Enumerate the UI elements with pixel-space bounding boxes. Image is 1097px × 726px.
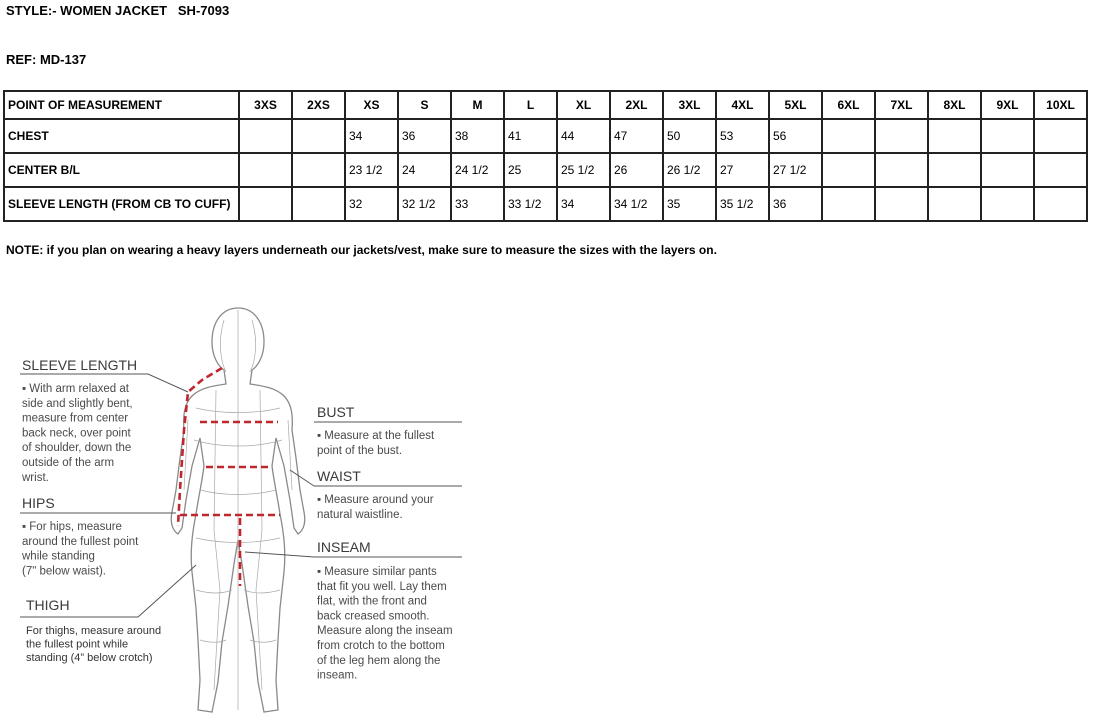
measurement-value: 24 1/2: [451, 153, 504, 187]
measurement-value: 56: [769, 119, 822, 153]
measurement-value: 38: [451, 119, 504, 153]
measurement-value: 32 1/2: [398, 187, 451, 221]
measurement-value: [875, 187, 928, 221]
table-row: [4, 119, 1087, 153]
sleeve-description-line: ▪ With arm relaxed at: [22, 383, 129, 395]
measurement-value: 34: [345, 119, 398, 153]
inseam-description-line: flat, with the front and: [317, 595, 427, 608]
sleeve-description-line: outside of the arm: [22, 457, 115, 469]
thigh-description-line: standing (4” below crotch): [26, 652, 153, 664]
measurement-value: 26 1/2: [663, 153, 716, 187]
measurement-value: 23 1/2: [345, 153, 398, 187]
measurement-value: 36: [769, 187, 822, 221]
measurement-value: [928, 119, 981, 153]
measurement-label: CHEST: [4, 119, 239, 153]
waist-description-line: natural waistline.: [317, 508, 403, 521]
style-title: STYLE:- WOMEN JACKET SH-7093: [6, 3, 230, 18]
layering-note: NOTE: if you plan on wearing a heavy layers underneath our jackets/vest, make sure to measure the sizes with the layers on.: [6, 243, 717, 257]
column-header-point-of-measurement: POINT OF MEASUREMENT: [4, 91, 239, 119]
measurement-value: 50: [663, 119, 716, 153]
measurement-value: [875, 153, 928, 187]
bust-description-line: point of the bust.: [317, 444, 403, 457]
measurement-value: [292, 153, 345, 187]
inseam-description-line: from crotch to the bottom: [317, 640, 445, 652]
column-header-size: 9XL: [981, 91, 1034, 119]
inseam-description-line: inseam.: [317, 669, 358, 682]
sleeve-description-line: side and slightly bent,: [22, 397, 133, 410]
inseam-description-line: that fit you well. Lay them: [317, 580, 447, 593]
hips-description-line: around the fullest point: [22, 535, 139, 548]
column-header-size: 3XL: [663, 91, 716, 119]
measurement-value: [1034, 153, 1087, 187]
sleeve-title: SLEEVE LENGTH: [22, 357, 138, 373]
size-chart-table: [3, 90, 1088, 222]
column-header-size: 3XS: [239, 91, 292, 119]
measurement-value: 35: [663, 187, 716, 221]
measurement-value: 32: [345, 187, 398, 221]
waist-title: WAIST: [317, 468, 361, 484]
hips-description-line: ▪ For hips, measure: [22, 521, 122, 533]
sleeve-description-line: measure from center: [22, 412, 129, 425]
measurement-value: 34 1/2: [610, 187, 663, 221]
measurement-value: 44: [557, 119, 610, 153]
inseam-description-line: ▪ Measure similar pants: [317, 566, 437, 578]
column-header-size: L: [504, 91, 557, 119]
measurement-value: 24: [398, 153, 451, 187]
hips-description-line: (7" below waist).: [22, 565, 106, 578]
bust-title: BUST: [317, 404, 355, 420]
measurement-value: 41: [504, 119, 557, 153]
measurement-value: 25: [504, 153, 557, 187]
column-header-size: S: [398, 91, 451, 119]
measurement-value: 47: [610, 119, 663, 153]
inseam-description-line: Measure along the inseam: [317, 625, 453, 638]
measurement-value: [928, 153, 981, 187]
measurement-value: [981, 153, 1034, 187]
measurement-value: [928, 187, 981, 221]
measurement-value: 27 1/2: [769, 153, 822, 187]
measurement-value: [822, 119, 875, 153]
inseam-description-line: of the leg hem along the: [317, 654, 441, 667]
measurement-value: 33 1/2: [504, 187, 557, 221]
measurement-value: [981, 187, 1034, 221]
measurement-value: [239, 119, 292, 153]
measurement-value: 36: [398, 119, 451, 153]
table-header-row: [4, 91, 1087, 119]
sleeve-description-line: wrist.: [22, 471, 49, 484]
measurement-value: 26: [610, 153, 663, 187]
column-header-size: 7XL: [875, 91, 928, 119]
column-header-size: 2XS: [292, 91, 345, 119]
hips-description-line: while standing: [22, 550, 95, 563]
bust-description-line: ▪ Measure at the fullest: [317, 430, 435, 442]
thigh-description-line: For thighs, measure around: [26, 625, 162, 637]
measurement-value: 25 1/2: [557, 153, 610, 187]
measurement-value: [292, 119, 345, 153]
body-measurement-guide: [0, 290, 480, 726]
column-header-size: 4XL: [716, 91, 769, 119]
waist-description-line: ▪ Measure around your: [317, 494, 434, 506]
column-header-size: 6XL: [822, 91, 875, 119]
measurement-value: [1034, 187, 1087, 221]
measurement-value: [239, 153, 292, 187]
measurement-value: [875, 119, 928, 153]
table-row: [4, 153, 1087, 187]
column-header-size: XL: [557, 91, 610, 119]
sleeve-description-line: back neck, over point: [22, 427, 131, 440]
ref-number: REF: MD-137: [6, 52, 87, 67]
hips-title: HIPS: [22, 495, 55, 511]
column-header-size: 5XL: [769, 91, 822, 119]
measurement-value: [822, 187, 875, 221]
measurement-value: [981, 119, 1034, 153]
measurement-value: [822, 153, 875, 187]
inseam-title: INSEAM: [317, 539, 371, 555]
measurement-value: [292, 187, 345, 221]
measurement-value: 33: [451, 187, 504, 221]
table-row: [4, 187, 1087, 221]
measurement-value: [239, 187, 292, 221]
column-header-size: 2XL: [610, 91, 663, 119]
measurement-label: SLEEVE LENGTH (FROM CB TO CUFF): [4, 187, 239, 221]
column-header-size: 8XL: [928, 91, 981, 119]
sleeve-description-line: of shoulder, down the: [22, 442, 132, 455]
column-header-size: M: [451, 91, 504, 119]
measurement-value: 53: [716, 119, 769, 153]
column-header-size: 10XL: [1034, 91, 1087, 119]
measurement-value: 35 1/2: [716, 187, 769, 221]
inseam-description-line: back creased smooth.: [317, 610, 430, 623]
thigh-title: THIGH: [26, 597, 70, 613]
thigh-description-line: the fullest point while: [26, 638, 129, 651]
measurement-value: 27: [716, 153, 769, 187]
column-header-size: XS: [345, 91, 398, 119]
measurement-label: CENTER B/L: [4, 153, 239, 187]
measurement-value: 34: [557, 187, 610, 221]
measurement-value: [1034, 119, 1087, 153]
